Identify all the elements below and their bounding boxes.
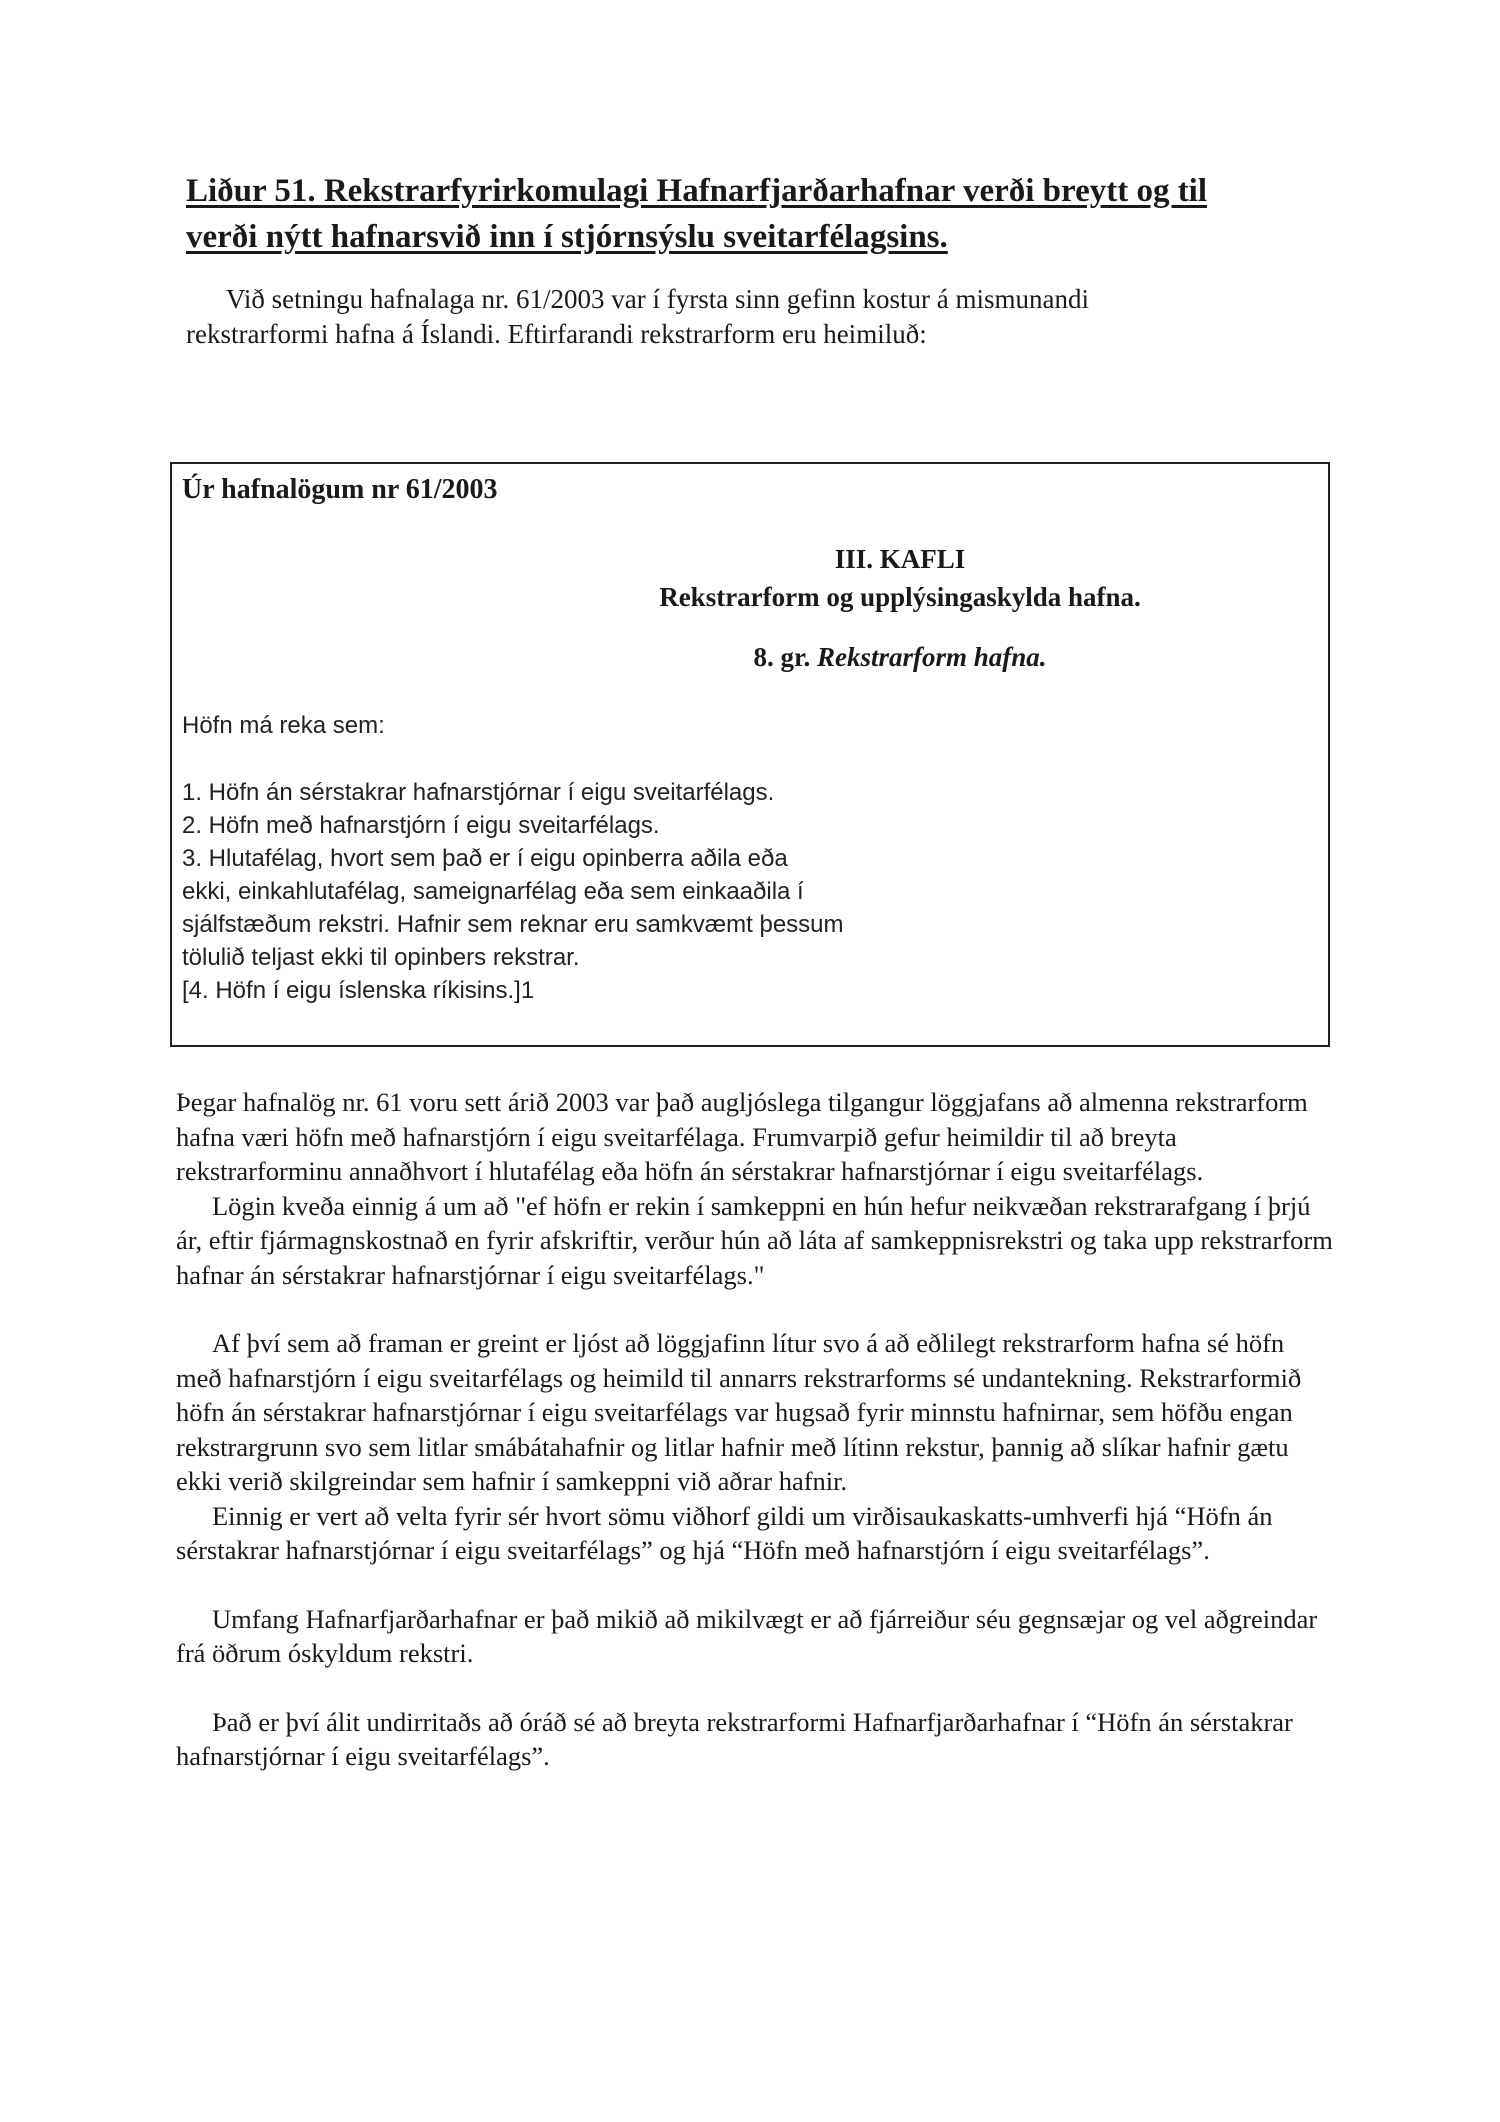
intro-line-1: Við setningu hafnalaga nr. 61/2003 var í fyrsta sinn gefinn kostur á mismunandi: [226, 284, 1089, 314]
page-title: [186, 168, 1336, 260]
list-item: ekki, einkahlutafélag, sameignarfélag eða sem einkaaðila í: [182, 878, 804, 905]
list-item: [4. Höfn í eigu íslenska ríkisins.]1: [182, 977, 535, 1004]
list-item: 2. Höfn með hafnarstjórn í eigu sveitarfélags.: [182, 812, 660, 839]
intro-paragraph: [186, 282, 1336, 352]
article-number: 8. gr.: [753, 642, 811, 672]
paragraph: Lögin kveða einnig á um að "ef höfn er rekin í samkeppni en hún hefur neikvæðan rekstrarafgang í þrjú ár, eftir fjármagnskostnað en fyrir afskriftir, verður hún að láta af samkeppnisrekstri og taka upp rekstrarform hafnar án sérstakrar hafnarstjórnar í eigu sveitarfélags.": [176, 1190, 1333, 1290]
list-item: 3. Hlutafélag, hvort sem það er í eigu opinberra aðila eða: [182, 845, 788, 872]
law-excerpt-box: [170, 462, 1330, 1047]
paragraph: Umfang Hafnarfjarðarhafnar er það mikið að mikilvægt er að fjárreiður séu gegnsæjar og vel aðgreindar frá öðrum óskyldum rekstri.: [176, 1603, 1318, 1668]
paragraph: Þegar hafnalög nr. 61 voru sett árið 2003 var það augljóslega tilgangur löggjafans að almenna rekstrarform hafna væri höfn með hafnarstjórn í eigu sveitarfélaga. Frumvarpið gefur heimildir til að breyta rekstrarforminu annaðhvort í hlutafélag eða höfn án sérstakrar hafnarstjórnar í eigu sveitarfélags.: [176, 1087, 1308, 1186]
article-title: Rekstrarform hafna.: [816, 642, 1047, 672]
title-line-1: Liður 51. Rekstrarfyrirkomulagi Hafnarfjarðarhafnar verði breytt og til: [186, 173, 1208, 209]
article-heading: [172, 642, 1328, 673]
chapter-heading: [172, 540, 1328, 616]
body-text: [176, 1085, 1336, 1774]
title-line-2: verði nýtt hafnarsvið inn í stjórnsýslu sveitarfélagsins.: [186, 219, 948, 255]
article-lead: Höfn má reka sem:: [182, 712, 385, 739]
paragraph: Af því sem að framan er greint er ljóst að löggjafinn lítur svo á að eðlilegt rekstrarform hafna sé höfn með hafnarstjórn í eigu sveitarfélags og heimild til annarrs rekstrarforms sé undantekning. Rekstrarformið höfn án sérstakrar hafnarstjórnar í eigu sveitarfélags var hugsað fyrir minnstu hafnirnar, sem höfðu engan rekstrargrunn svo sem litlar smábátahafnir og litlar hafnir með lítinn rekstur, þannig að slíkar hafnir gætu ekki verið skilgreindar sem hafnir í samkeppni við aðrar hafnir.: [176, 1328, 1302, 1496]
paragraph: Það er því álit undirritaðs að óráð sé að breyta rekstrarformi Hafnarfjarðarhafnar í “Höfn án sérstakrar hafnarstjórnar í eigu sveitarfélags”.: [176, 1706, 1293, 1771]
intro-line-2: rekstrarformi hafna á Íslandi. Eftirfarandi rekstrarform eru heimiluð:: [186, 319, 927, 349]
article-list: [182, 776, 1282, 1007]
list-item: sjálfstæðum rekstri. Hafnir sem reknar eru samkvæmt þessum: [182, 911, 844, 938]
chapter-title: Rekstrarform og upplýsingaskylda hafna.: [659, 582, 1141, 612]
law-box-title: Úr hafnalögum nr 61/2003: [182, 474, 498, 505]
paragraph: Einnig er vert að velta fyrir sér hvort sömu viðhorf gildi um virðisaukaskatts-umhverfi hjá “Höfn án sérstakrar hafnarstjórnar í eigu sveitarfélags” og hjá “Höfn með hafnarstjórn í eigu sveitarfélags”.: [176, 1500, 1273, 1565]
list-item: 1. Höfn án sérstakrar hafnarstjórnar í eigu sveitarfélags.: [182, 779, 775, 806]
chapter-number: III. KAFLI: [834, 544, 966, 574]
list-item: tölulið teljast ekki til opinbers rekstrar.: [182, 944, 580, 971]
